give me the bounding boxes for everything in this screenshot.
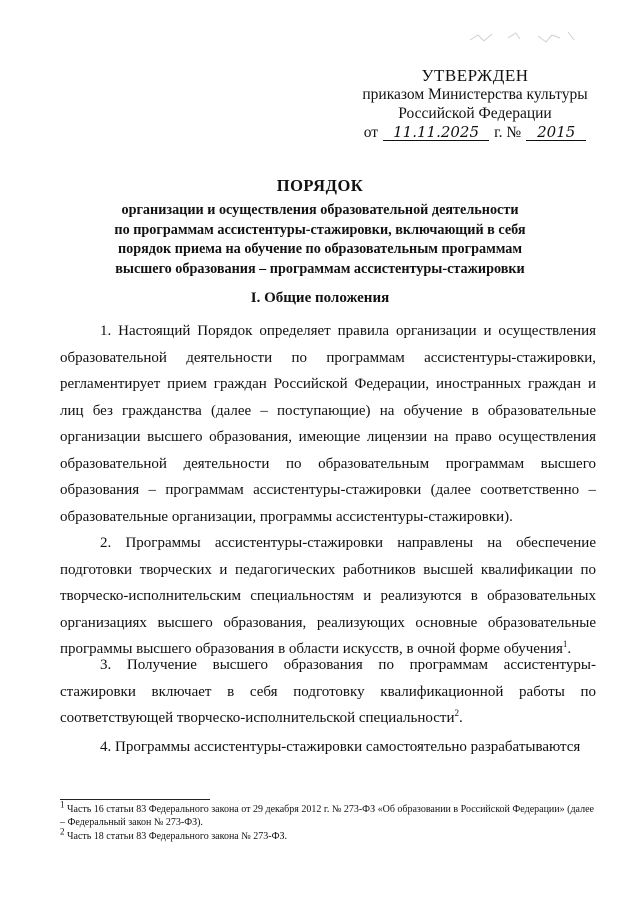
section-heading: I. Общие положения (250, 290, 390, 306)
paragraph-2-text (60, 530, 596, 663)
document-title: ПОРЯДОК (276, 176, 364, 195)
footnote-2 (60, 826, 596, 843)
footnote-ref-2: 2 (454, 708, 460, 718)
approval-date-line (350, 123, 600, 142)
approval-stamp (350, 66, 600, 142)
document-title-block (60, 176, 580, 279)
paragraph-3-body: 3. Получение высшего образования по программам ассистентуры-стажировки включает в себя подготовку квалификационной работы по соответствующей творческо-исполнительской специальности (60, 657, 596, 726)
footnote-text: Часть 16 статьи 83 Федерального закона от 29 декабря 2012 г. № 273-ФЗ «Об образовании в Российской Федерации» (далее – Федеральный закон № 273-ФЗ). (60, 804, 594, 828)
footnote-ref-1: 1 (562, 639, 568, 649)
from-label: от (363, 124, 379, 141)
footnote-separator (60, 799, 210, 800)
paragraph-2-end: . (567, 641, 572, 657)
title-line: порядок приема на обучение по образовательным программам (117, 241, 523, 257)
paragraph-3-end: . (459, 710, 463, 726)
title-line: организации и осуществления образовательной деятельности (121, 202, 519, 218)
year-number-label: г. № (494, 124, 522, 141)
paragraph-4-text: 4. Программы ассистентуры-стажировки самостоятельно разрабатываются (100, 739, 581, 755)
footnote-mark: 2 (60, 826, 65, 837)
paragraph-2 (60, 530, 596, 665)
paragraph-3 (60, 652, 596, 734)
paragraph-1 (60, 318, 596, 532)
paragraph-1-text: 1. Настоящий Порядок определяет правила организации и осуществления образовательной деятельности по программам ассистентуры-стажировки, регламентирует прием граждан Российской Федерации, иностранных граждан и лиц без гражданства (далее – поступающие) на обучение в образовательные организации высшего образования, имеющие лицензии на право осуществления образовательной деятельности по образовательным программам высшего образования – программам ассистентуры-стажировки (далее соответственно – образовательные организации, программы ассистентуры-стажировки). (60, 323, 596, 525)
handwritten-date: 11.11.2025 (383, 124, 489, 141)
title-line: высшего образования – программам ассистентуры-стажировки (115, 260, 525, 277)
approval-federation-line: Российской Федерации (398, 105, 552, 122)
approved-label: УТВЕРЖДЕН (421, 66, 529, 85)
footnotes (60, 799, 596, 844)
footnote-1 (60, 799, 596, 829)
paragraph-2-body: 2. Программы ассистентуры-стажировки направлены на обеспечение подготовки творческих и педагогических работников высшей квалификации по творческо-исполнительским специальностям и реализуются в образовательных организациях высшего образования, реализующих основные образовательные программы высшего образования в области искусств, в очной форме обучения (60, 535, 596, 657)
footnote-mark: 1 (60, 799, 65, 810)
footnote-text: Часть 18 статьи 83 Федерального закона № 273-ФЗ. (67, 831, 288, 842)
title-line: по программам ассистентуры-стажировки, включающий в себя (114, 221, 526, 238)
approval-order-line: приказом Министерства культуры (362, 86, 588, 103)
handwritten-order-number: 2015 (526, 124, 586, 141)
paragraph-3-text (60, 652, 596, 732)
paragraph-4 (60, 734, 596, 763)
scan-noise-mark (468, 26, 578, 48)
